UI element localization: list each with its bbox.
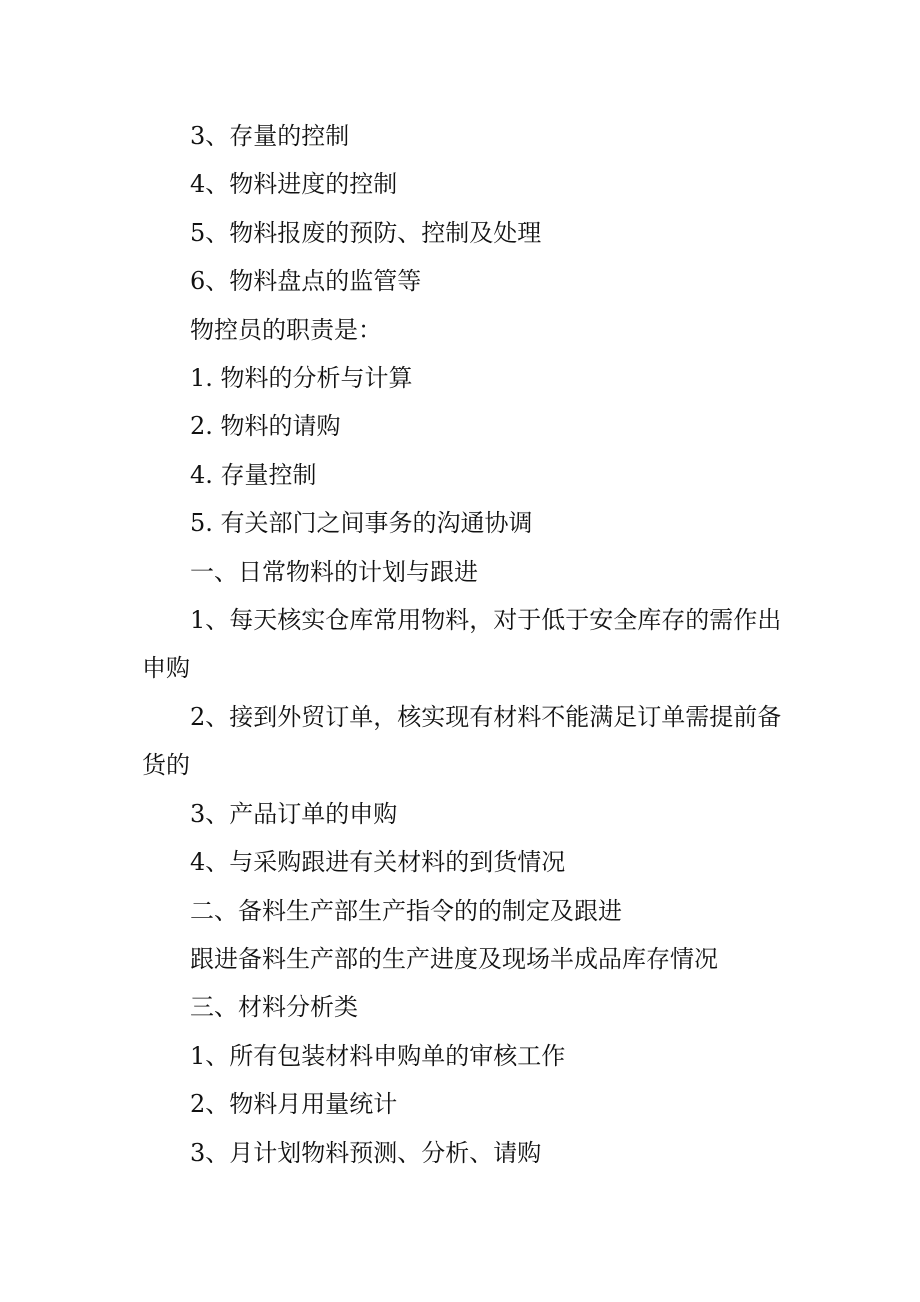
paragraph: 2、接到外贸订单，核实现有材料不能满足订单需提前备货的 bbox=[142, 702, 782, 780]
paragraph: 1、所有包装材料申购单的审核工作 bbox=[190, 1041, 566, 1070]
section-heading: 物控员的职责是： bbox=[190, 315, 382, 344]
paragraph: 4、与采购跟进有关材料的到货情况 bbox=[190, 848, 566, 877]
paragraph: 4. 存量控制 bbox=[190, 460, 317, 489]
paragraph: 2、物料月用量统计 bbox=[190, 1090, 398, 1119]
section-heading: 三、材料分析类 bbox=[190, 993, 358, 1022]
paragraph: 5. 有关部门之间事务的沟通协调 bbox=[190, 509, 533, 538]
section-heading: 一、日常物料的计划与跟进 bbox=[190, 557, 478, 586]
paragraph: 3、月计划物料预测、分析、请购 bbox=[190, 1138, 542, 1167]
paragraph: 3、存量的控制 bbox=[190, 122, 350, 150]
section-heading: 二、备料生产部生产指令的的制定及跟进 bbox=[190, 896, 622, 925]
paragraph: 4、物料进度的控制 bbox=[190, 170, 398, 199]
paragraph: 5、物料报废的预防、控制及处理 bbox=[190, 218, 542, 247]
paragraph: 1. 物料的分析与计算 bbox=[190, 364, 413, 393]
document-body bbox=[142, 112, 782, 1177]
paragraph: 2. 物料的请购 bbox=[190, 412, 341, 441]
paragraph: 3、产品订单的申购 bbox=[190, 799, 398, 828]
paragraph: 6、物料盘点的监管等 bbox=[190, 267, 422, 296]
paragraph: 1、每天核实仓库常用物料，对于低于安全库存的需作出申购 bbox=[142, 606, 782, 683]
paragraph: 跟进备料生产部的生产进度及现场半成品库存情况 bbox=[190, 944, 718, 973]
